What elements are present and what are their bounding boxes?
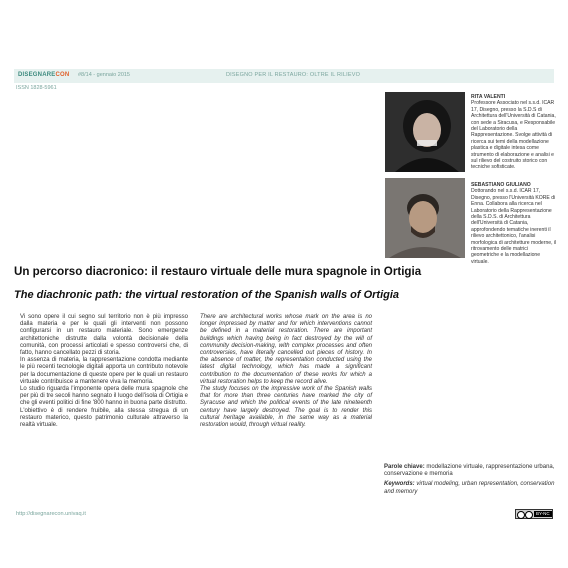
keywords-block (384, 464, 556, 499)
brand-part-a: DISEGNARE (18, 72, 56, 78)
keywords-text-it: modellazione virtuale, rappresentazione urbana, conservazione e memoria (384, 464, 555, 478)
author-name: RITA VALENTI (471, 94, 506, 100)
issue-label: #8/14 - gennaio 2015 (78, 72, 130, 78)
article-title-english: The diachronic path: the virtual restoration of the Spanish walls of Ortigia (14, 289, 400, 301)
cc-icon (517, 511, 525, 519)
section-label: DISEGNO PER IL RESTAURO: OLTRE IL RILIEVO (226, 72, 361, 78)
abstract-paragraph: The study focuses on the impressive work of the Spanish walls that for more than three centuries have marked the city of Syracuse and which the political events of the late nineteenth century have largely destroyed. The goal is to render this cultural heritage available, in the same way as a material restoration would, through virtual reality. (200, 386, 372, 429)
abstract-english (200, 314, 372, 429)
keywords-label-it: Parole chiave: (384, 464, 425, 470)
abstract-paragraph: In assenza di materia, la rappresentazione condotta mediante le più recenti tecnologie digitali apporta un contributo notevole per la documentazione di queste opere per le quali un restauro virtuale contribuisce a mantenere viva la memoria. (20, 357, 188, 385)
license-label: BY-NC (536, 511, 550, 516)
cc-license-badge (515, 509, 553, 519)
author-photo-valenti (385, 92, 465, 172)
keywords-label-en: Keywords: (384, 481, 415, 488)
author-bio-text: Professore Associato nel s.s.d. ICAR 17, Disegno, presso la S.D.S di Architettura dell'Università di Catania, con sede a Siracusa, e Responsabile del Laboratorio della Rappresentazione. Svolge attività di ricerca sui temi della modellazione plastica e digitale intesa come strumento di elaborazione e analisi e sul rilievo del costruito storico con tecniche sofisticate. (471, 100, 556, 171)
author-photo-giuliano (385, 178, 465, 258)
abstract-paragraph: Lo studio riguarda l'imponente opera delle mura spagnole che per più di tre secoli hanno segnato il luogo dell'isola di Ortigia e che gli eventi politici di fine '800 hanno in buona parte distrutto. (20, 386, 188, 407)
author-bio-valenti (471, 94, 557, 171)
issn-label: ISSN 1828-5961 (16, 85, 57, 91)
keywords-italian (384, 464, 556, 478)
brand-part-b: CON (55, 72, 70, 78)
abstract-italian (20, 314, 188, 429)
author-name: SEBASTIANO GIULIANO (471, 182, 531, 188)
author-bio-text: Dottorando nel s.s.d. ICAR 17, Disegno, presso l'Università KORE di Enna. Collabora alla ricerca nel Laboratorio della Rappresentazione della S.D.S. di Architettura dell'Università di Catania, approfondendo tematiche inerenti il rilievo architettonico, l'analisi morfologica di architetture moderne, il ritrovamento delle matrici geometriche e la modellazione virtuale. (471, 188, 557, 265)
by-icon (525, 511, 533, 519)
abstract-paragraph: There are architectural works whose mark on the area is no longer impressed by matter and for which interventions cannot be defined in a material restoration. There are important buildings which having being in fact destroyed by the will of community decision-making, with complex processes and often controversies, have literally cancelled out pieces of history. In the absence of matter, the representation conducted using the latest digital technology, which has made a significant contribution to the documentation of these works for which a virtual restoration helps to keep the record alive. (200, 314, 372, 385)
journal-brand (18, 72, 69, 78)
keywords-text-en: virtual modeling, urban representation, conservation and memory (384, 481, 555, 495)
journal-url-link[interactable]: http://disegnarecon.univaq.it (16, 511, 86, 517)
article-title-italian: Un percorso diacronico: il restauro virtuale delle mura spagnole in Ortigia (14, 265, 422, 278)
journal-header-bar (14, 69, 554, 83)
abstract-paragraph: Vi sono opere il cui segno sul territorio non è più impresso dalla materia e per le quali gli interventi non possono configurarsi in un restauro materiale. Sono emergenze architettoniche distrutte dalla volontà decisionale della comunità, con processi articolati e spesso controversi che, di fatto, hanno cancellato pezzi di storia. (20, 314, 188, 357)
author-bio-giuliano (471, 182, 557, 265)
abstract-paragraph: L'obiettivo è di rendere fruibile, alla stessa stregua di un restauro materico, questo patrimonio culturale attraverso la realtà virtuale. (20, 407, 188, 429)
keywords-english (384, 481, 556, 495)
